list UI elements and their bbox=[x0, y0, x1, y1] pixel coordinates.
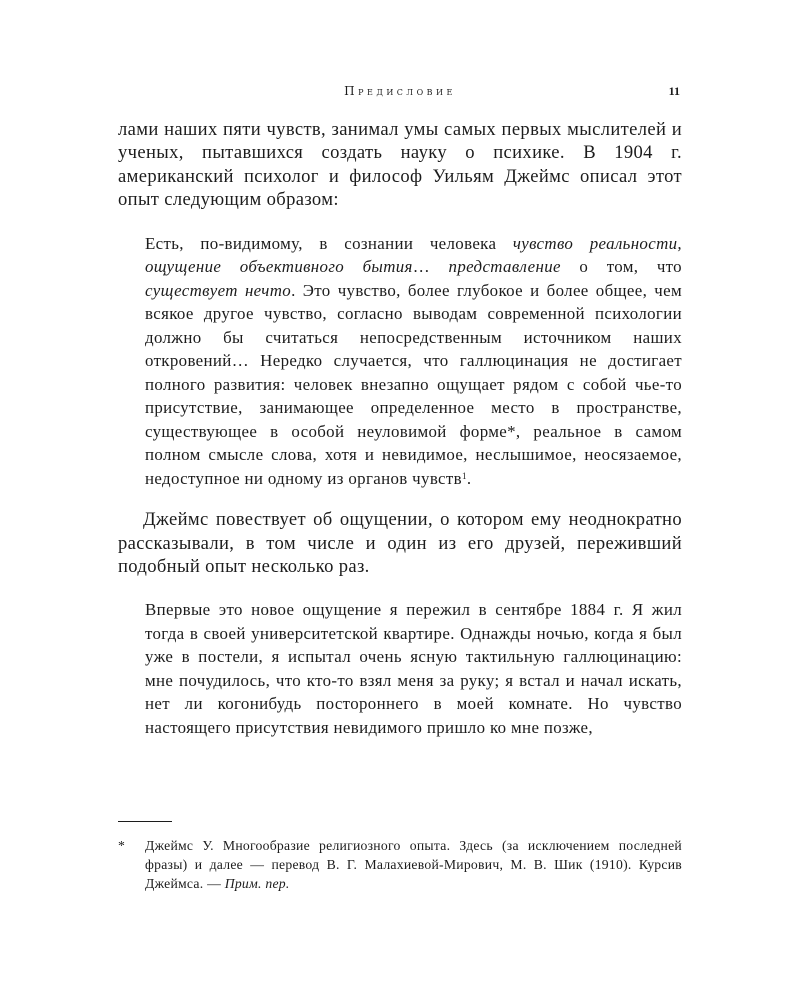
footnote-separator bbox=[118, 821, 172, 822]
page-number: 11 bbox=[668, 84, 680, 98]
running-title: Предисловие bbox=[344, 84, 456, 98]
quote-1-italic: представление bbox=[448, 257, 561, 277]
quote-1-text: … bbox=[412, 257, 449, 277]
quote-1: Есть, по-видимому, в сознании человека чувство реальности, ощущение объективного бытия… представление о том, что существует нечто. Это чувство, более глубокое и более общее, чем всякое другое чувство, согласно выводам современной психологии должно бы считаться непосредственным источником наших откровений… Нередко случается, что галлюцинация не достигает полного развития: человек внезапно ощущает рядом с собой чье-то присутствие, занимающее определенное место в пространстве, существующее в особой неуловимой форме*, реальное в самом полном смысле слова, хотя и невидимое, неслышимое, неосязаемое, недоступное ни одному из органов чувств$^1$. bbox=[145, 233, 683, 488]
paragraph-1: лами наших пяти чувств, занимал умы самых первых мыслителей и ученых, пытавшихся создать науку о психике. В 1904 г. американский психолог и философ Уильям Джеймс описал этот опыт следующим образом: bbox=[118, 119, 682, 211]
quote-1-italic: существует нечто bbox=[145, 280, 292, 300]
footnote bbox=[118, 836, 682, 893]
footnote-note-label: Прим. пер. bbox=[224, 876, 290, 891]
quote-1-text: Есть, по-видимому, в сознании человека bbox=[145, 233, 513, 253]
page-header bbox=[0, 84, 800, 104]
footnote-body: Джеймс У. Многообразие религиозного опыта. Здесь (за исключением последней фразы) и далее — перевод В. Г. Малахиевой-Мирович, М. В. Шик (1910). Курсив Джеймса. — bbox=[145, 838, 682, 891]
footnote-mark: * bbox=[118, 838, 126, 853]
endnote-reference: 1 bbox=[461, 470, 467, 481]
paragraph-2: Джеймс повествует об ощущении, о котором ему неоднократно рассказывали, в том числе и один из его друзей, переживший подобный опыт несколько раз. bbox=[118, 509, 682, 577]
quote-1-italic: чувство реальности, ощущение объективного бытия bbox=[145, 233, 682, 277]
footnote-text bbox=[145, 836, 682, 893]
quote-2: Впервые это новое ощущение я пережил в сентябре 1884 г. Я жил тогда в своей университетской квартире. Однажды ночью, когда я был уже в постели, я испытал очень ясную тактильную галлюцинацию: мне почудилось, что кто-то взял меня за руку; я встал и начал искать, нет ли когонибудь постороннего в моей комнате. Но чувство настоящего присутствия невидимого пришло ко мне позже, bbox=[145, 600, 682, 737]
quote-1-text: . Это чувство, более глубокое и более общее, чем всякое другое чувство, согласно выводам современной психологии должно бы считаться непосредственным источником наших откровений… Нередко случается, что галлюцинация не достигает полного развития: человек внезапно ощущает рядом с собой чье-то присутствие, занимающее определенное место в пространстве, существующее в особой неуловимой форме*, реальное в самом полном смысле слова, хотя и невидимое, неслышимое, неосязаемое, недоступное ни одному из органов чувств bbox=[145, 280, 683, 488]
main-text bbox=[118, 118, 682, 739]
quote-1-text: о том, что bbox=[560, 257, 682, 277]
